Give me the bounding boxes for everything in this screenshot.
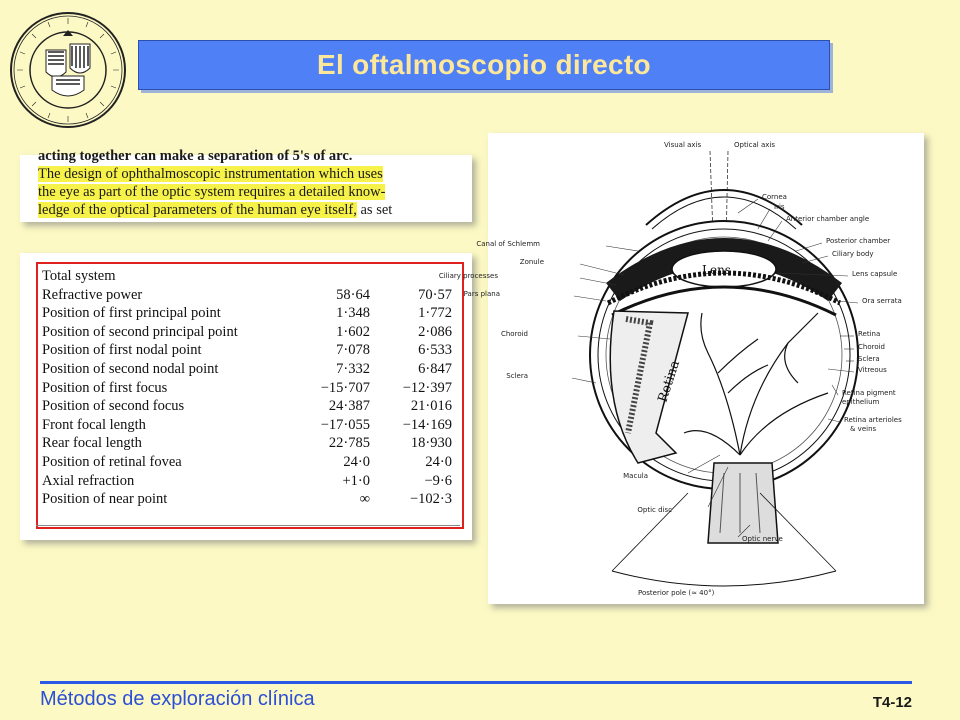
row-value-2: −102·3 bbox=[409, 491, 452, 508]
row-label: Position of first principal point bbox=[42, 305, 221, 322]
posterior-pole-label: Posterior pole (≈ 40°) bbox=[638, 589, 715, 597]
footer-divider bbox=[40, 681, 912, 684]
visual-axis-label: Visual axis bbox=[664, 141, 702, 149]
row-value-2: −9·6 bbox=[424, 472, 452, 489]
eye-part-label: Macula bbox=[623, 472, 648, 480]
row-value-1: 24·387 bbox=[328, 398, 370, 415]
eye-part-label: Ciliary processes bbox=[438, 272, 498, 280]
slide-title: El oftalmoscopio directo bbox=[317, 49, 651, 80]
optical-parameters-table bbox=[36, 262, 464, 529]
eye-part-label: Cornea bbox=[762, 193, 787, 201]
row-label: Axial refraction bbox=[42, 472, 135, 489]
university-seal-icon bbox=[8, 10, 128, 130]
retina-label: Retina bbox=[655, 358, 684, 405]
leader-line bbox=[580, 264, 624, 275]
quote-line-3-rest: as set bbox=[356, 202, 393, 218]
quote-cut-line: acting together can make a separation of 5's of arc. bbox=[38, 148, 353, 164]
row-value-2: 18·930 bbox=[410, 435, 452, 452]
footer-course-title: Métodos de exploración clínica bbox=[40, 688, 315, 710]
row-value-1: ∞ bbox=[359, 491, 370, 508]
row-value-2: 24·0 bbox=[425, 453, 452, 470]
leader-line bbox=[574, 296, 606, 301]
eye-part-label: Vitreous bbox=[858, 366, 887, 374]
eye-part-label: Posterior chamber bbox=[826, 237, 891, 245]
row-label: Position of second principal point bbox=[42, 323, 238, 340]
optical-parameters-card bbox=[20, 253, 472, 540]
quote-line-1 bbox=[38, 165, 468, 183]
table-row bbox=[38, 397, 462, 416]
eye-part-label: epithelium bbox=[842, 398, 880, 406]
optical-axis-label: Optical axis bbox=[734, 141, 775, 149]
table-row bbox=[38, 341, 462, 360]
eye-part-label: Optic disc bbox=[637, 506, 672, 514]
table-row bbox=[38, 323, 462, 342]
lens-label: Lens bbox=[702, 263, 731, 277]
eye-part-label: Anterior chamber angle bbox=[786, 215, 870, 223]
eye-part-label: Choroid bbox=[858, 343, 886, 351]
row-value-1: 1·348 bbox=[336, 305, 370, 322]
eye-part-label: Iris bbox=[774, 203, 785, 211]
eye-part-label: Sclera bbox=[858, 355, 880, 363]
row-label: Position of first nodal point bbox=[42, 342, 202, 359]
row-value-2: 21·016 bbox=[410, 398, 452, 415]
eye-part-label: Ora serrata bbox=[862, 297, 902, 305]
row-label: Position of near point bbox=[42, 491, 168, 508]
quote-line-2 bbox=[38, 183, 468, 201]
table-row bbox=[38, 360, 462, 379]
row-value-2: −12·397 bbox=[402, 379, 452, 396]
row-value-1: 24·0 bbox=[343, 453, 370, 470]
row-label: Rear focal length bbox=[42, 435, 142, 452]
eye-part-label: Retina bbox=[858, 330, 881, 338]
eye-part-label: Optic nerve bbox=[742, 535, 783, 543]
table-row bbox=[38, 304, 462, 323]
eye-part-label: Ciliary body bbox=[832, 250, 874, 258]
row-label: Position of retinal fovea bbox=[42, 453, 182, 470]
row-value-1: 22·785 bbox=[328, 435, 370, 452]
row-value-1: −15·707 bbox=[320, 379, 370, 396]
row-label: Position of second nodal point bbox=[42, 360, 219, 377]
table-header: Total system bbox=[42, 268, 116, 284]
quote-line-3 bbox=[38, 201, 468, 219]
row-label: Position of second focus bbox=[42, 398, 185, 415]
row-value-1: 7·332 bbox=[336, 360, 370, 377]
table-row bbox=[38, 379, 462, 398]
row-value-2: 70·57 bbox=[418, 286, 452, 303]
row-label: Front focal length bbox=[42, 416, 146, 433]
quote-line-1-text: The design of ophthalmoscopic instrumentation which uses bbox=[38, 166, 383, 182]
table-row bbox=[38, 472, 462, 491]
row-label: Position of first focus bbox=[42, 379, 168, 396]
eye-part-label: Zonule bbox=[519, 258, 544, 266]
table-row bbox=[38, 416, 462, 435]
row-value-1: −17·055 bbox=[320, 416, 370, 433]
row-value-2: −14·169 bbox=[402, 416, 452, 433]
table-row bbox=[38, 490, 462, 509]
title-bar bbox=[138, 40, 830, 90]
quote-line-3-highlight: ledge of the optical parameters of the human eye itself, bbox=[38, 202, 357, 218]
cut-edge-divider bbox=[36, 525, 460, 538]
table-row bbox=[38, 453, 462, 472]
row-label: Refractive power bbox=[42, 286, 143, 303]
leader-line bbox=[758, 209, 770, 229]
eye-part-label: Retina arterioles bbox=[844, 416, 902, 424]
row-value-1: +1·0 bbox=[342, 472, 370, 489]
row-value-1: 1·602 bbox=[336, 323, 370, 340]
table-row bbox=[38, 286, 462, 305]
table-row bbox=[38, 434, 462, 453]
eye-part-label: Retina pigment bbox=[842, 389, 896, 397]
quote-excerpt bbox=[20, 148, 472, 222]
eye-part-label: Sclera bbox=[506, 372, 528, 380]
row-value-2: 1·772 bbox=[418, 305, 452, 322]
row-value-2: 6·533 bbox=[418, 342, 452, 359]
leader-line bbox=[606, 246, 638, 251]
row-value-2: 6·847 bbox=[418, 360, 452, 377]
row-value-2: 2·086 bbox=[418, 323, 452, 340]
row-value-1: 7·078 bbox=[336, 342, 370, 359]
table-header-row bbox=[38, 267, 462, 286]
eye-part-label: Choroid bbox=[500, 330, 528, 338]
eye-part-label: Lens capsule bbox=[852, 270, 898, 278]
quote-line-2-text: the eye as part of the optic system requires a detailed know- bbox=[38, 184, 386, 200]
slide-number: T4-12 bbox=[872, 694, 912, 711]
row-value-1: 58·64 bbox=[336, 286, 370, 303]
eye-part-label: Canal of Schlemm bbox=[476, 240, 540, 248]
eye-part-label: & veins bbox=[850, 425, 877, 433]
eye-part-label: Pars plana bbox=[463, 290, 500, 298]
leader-line bbox=[738, 199, 758, 213]
